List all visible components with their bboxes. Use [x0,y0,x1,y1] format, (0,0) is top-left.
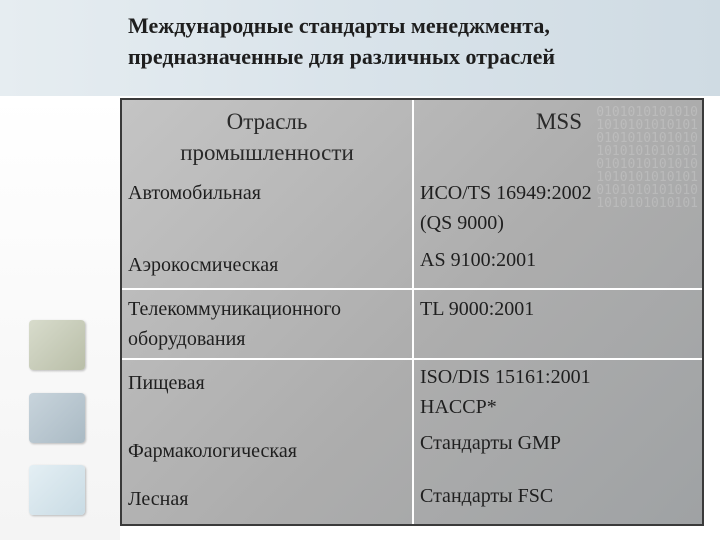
row-1-mss [420,178,592,238]
row-divider-1 [122,288,702,290]
row-3-industry-line-2: оборудования [128,328,246,350]
header-industry-line-1: Отрасль [226,109,308,134]
row-4-mss [420,362,591,422]
slide-title-line-2: предназначенные для различных отраслей [128,44,556,69]
header-industry [132,106,402,168]
row-3-mss: TL 9000:2001 [420,298,535,320]
decor-square-3 [29,465,85,515]
row-1-industry: Автомобильная [128,182,261,204]
row-3-industry [128,294,341,354]
column-divider [412,100,414,524]
row-divider-2 [122,358,702,360]
decor-square-2 [29,393,85,443]
slide-title [128,10,708,72]
row-2-mss: AS 9100:2001 [420,249,537,271]
row-2-industry: Аэрокосмическая [128,254,279,276]
header-industry-line-2: промышленности [180,140,354,165]
binary-watermark: 0101010101010 1010101010101 0101010101010 1010101010101 0101010101010 1010101010101 0101010101010 1010101010101 [596,105,698,211]
row-4-industry: Пищевая [128,372,205,394]
row-5-mss: Стандарты GMP [420,432,561,454]
row-6-industry: Лесная [128,488,189,510]
slide-title-line-1: Международные стандарты менеджмента, [128,13,550,38]
row-4-mss-line-2: HACCP* [420,396,497,418]
row-5-industry: Фармакологическая [128,440,297,462]
row-1-mss-line-2: (QS 9000) [420,212,504,234]
row-6-mss: Стандарты FSC [420,485,554,507]
row-1-mss-line-1: ИСО/TS 16949:2002 [420,182,592,204]
row-3-industry-line-1: Телекоммуникационного [128,298,342,320]
header-mss: MSS [535,109,583,134]
standards-table [120,98,704,526]
decor-square-1 [29,320,85,370]
row-4-mss-line-1: ISO/DIS 15161:2001 [420,366,591,388]
